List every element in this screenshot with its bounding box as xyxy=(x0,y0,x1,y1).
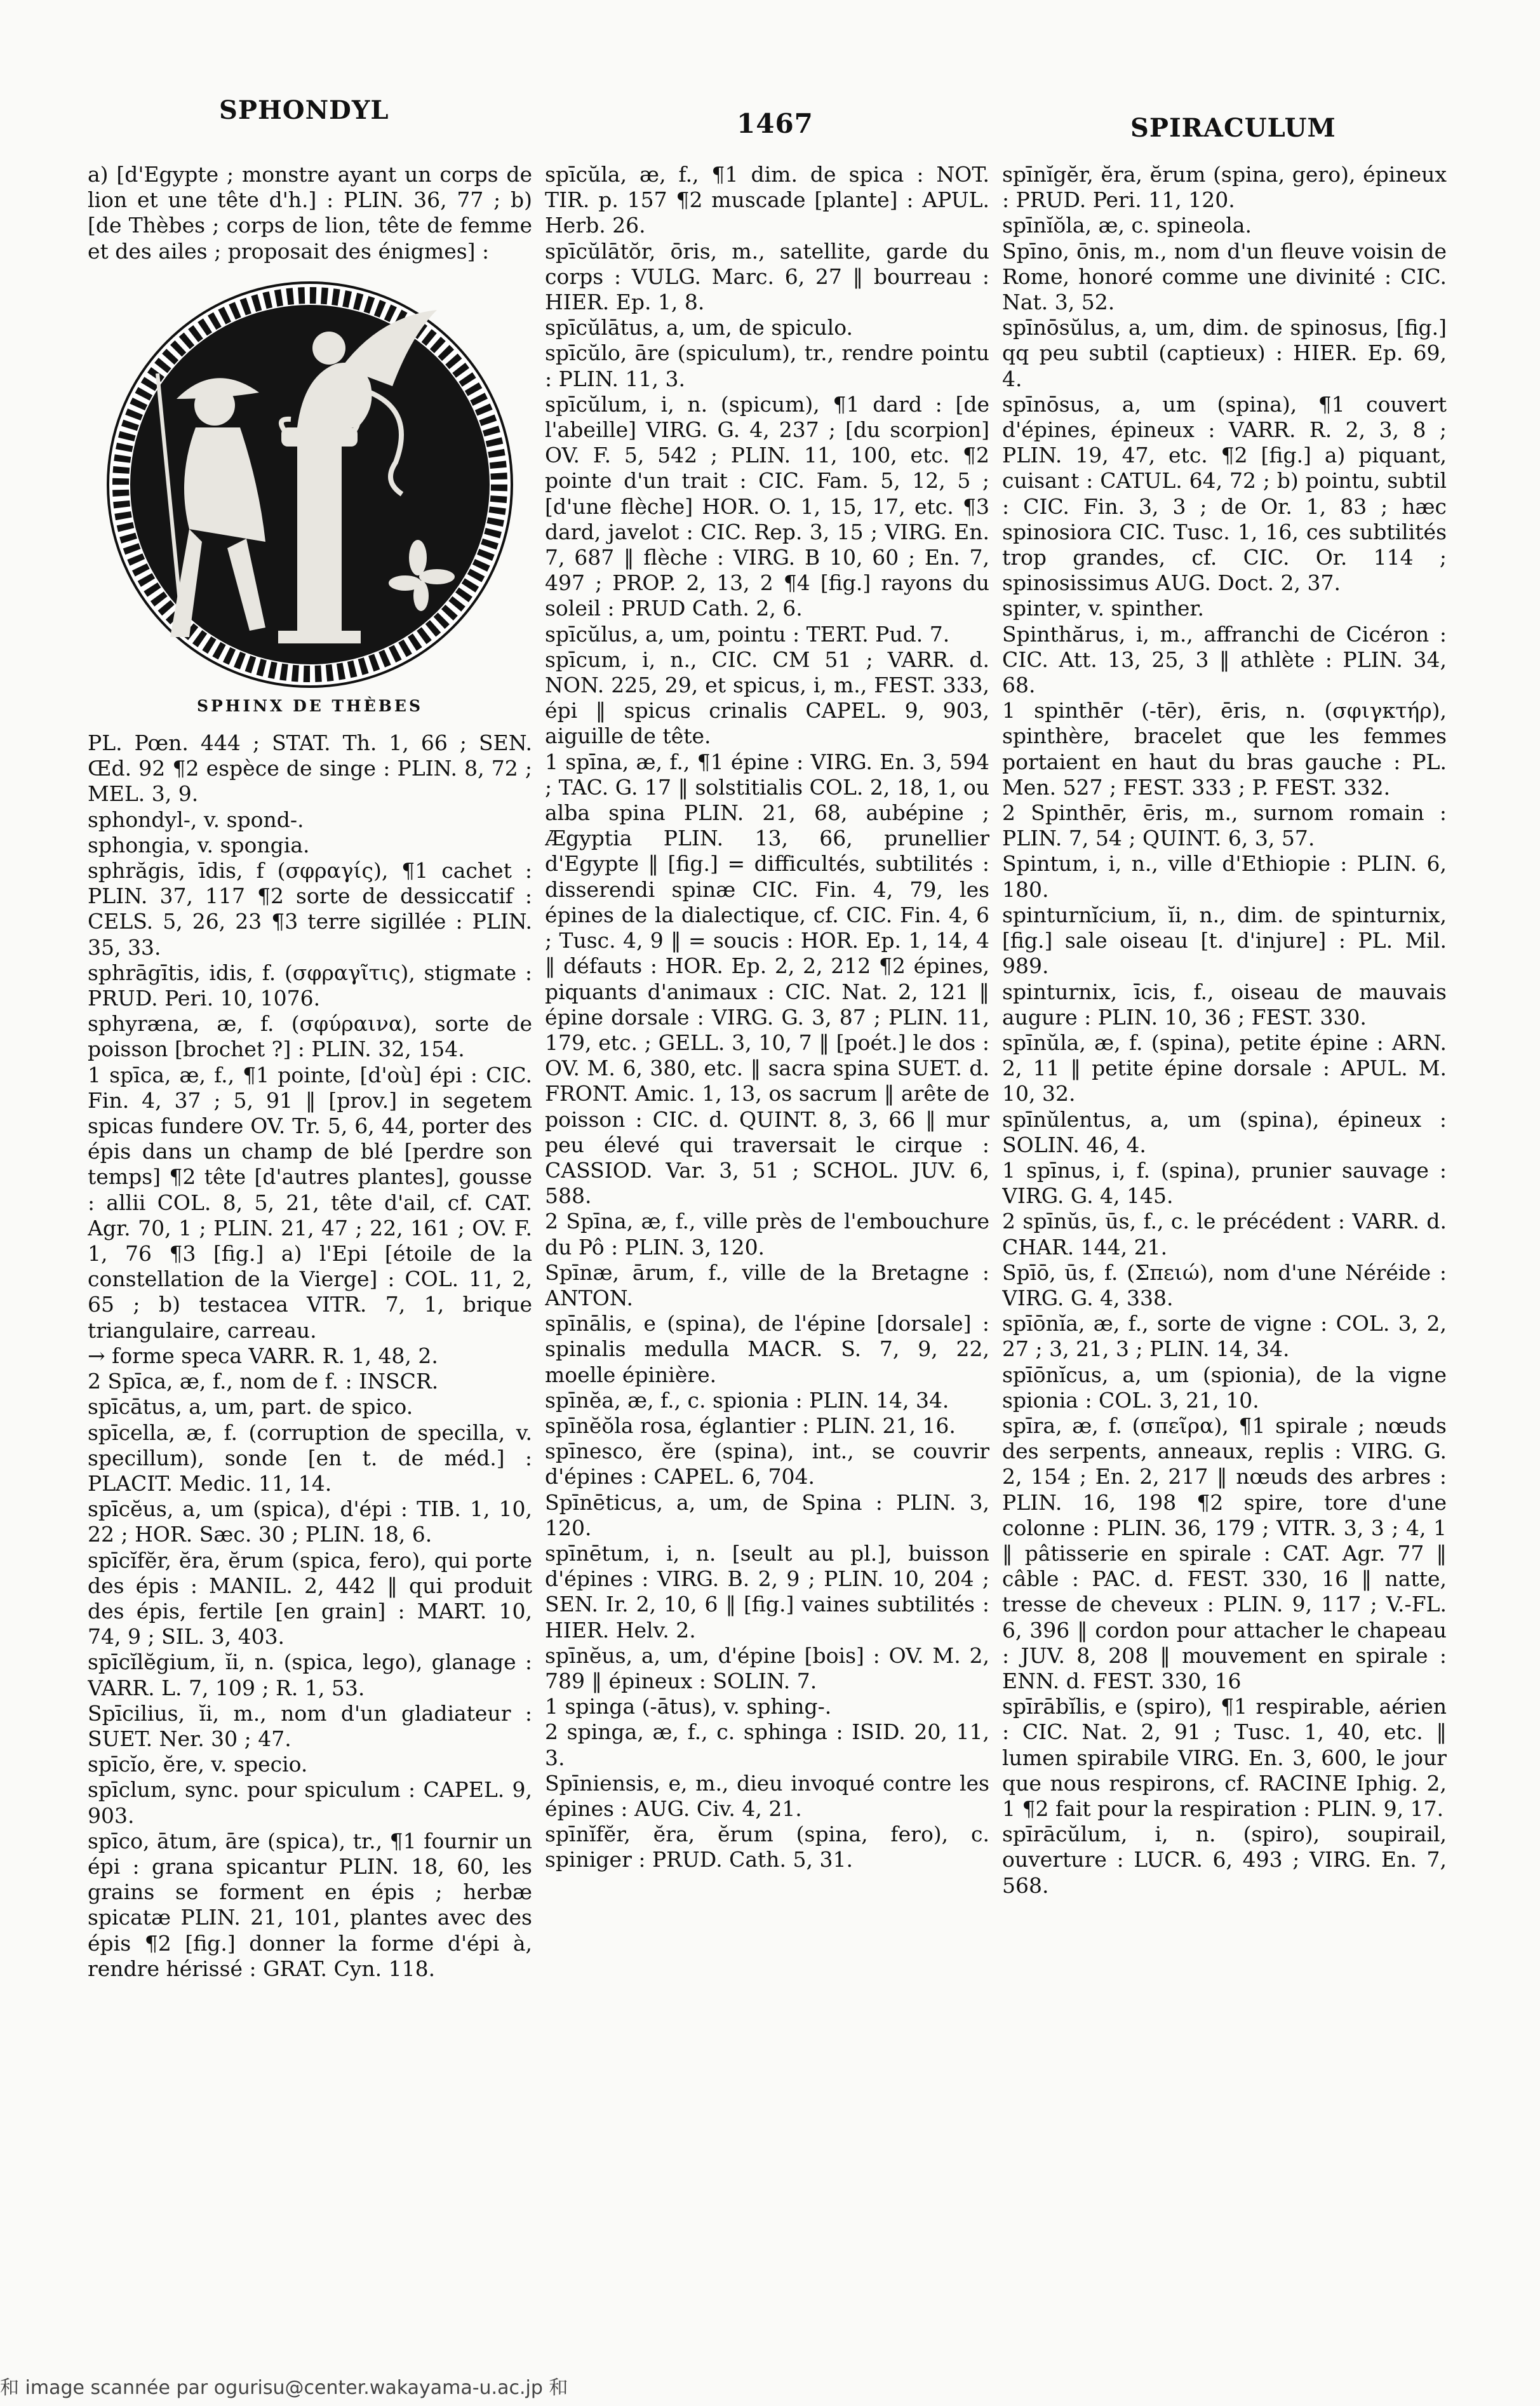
dictionary-entry: 2 Spīna, æ, f., ville près de l'embouchure du Pô : PLIN. 3, 120. xyxy=(545,1209,989,1260)
dictionary-entry: spīcĭlĕgium, ĭi, n. (spica, lego), glanage : VARR. L. 7, 109 ; R. 1, 53. xyxy=(88,1650,532,1700)
dictionary-entry: 1 spīna, æ, f., ¶1 épine : VIRG. En. 3, 594 ; TAC. G. 17 ‖ solstitialis COL. 2, 18, 1, ou alba spina PLIN. 21, 68, aubépine ; Ægyptia PLIN. 13, 66, prunellier d'Egypte ‖ [fig.] = difficultés, subtilités : disserendi spinæ CIC. Fin. 4, 79, les épines de la dialectique, cf. CIC. Fin. 4, 6 ; Tusc. 4, 9 ‖ = soucis : HOR. Ep. 1, 14, 4 ‖ défauts : HOR. Ep. 2, 2, 212 ¶2 épines, piquants d'animaux : CIC. Nat. 2, 121 ‖ épine dorsale : VIRG. G. 3, 87 ; PLIN. 11, 179, etc. ; GELL. 3, 10, 7 ‖ [poét.] le dos : OV. M. 6, 380, etc. ‖ sacra spina SUET. d. FRONT. Amic. 1, 13, os sacrum ‖ arête de poisson : CIC. d. QUINT. 8, 3, 66 ‖ mur peu élevé qui traversait le cirque : CASSIOD. Var. 3, 51 ; SCHOL. JUV. 6, 588. xyxy=(545,749,989,1209)
dictionary-entry: spīnĭfĕr, ĕra, ĕrum (spina, fero), c. spiniger : PRUD. Cath. 5, 31. xyxy=(545,1822,989,1872)
dictionary-entry: 2 Spīca, æ, f., nom de f. : INSCR. xyxy=(88,1369,439,1394)
dictionary-entry: 2 Spinthēr, ēris, m., surnom romain : PLIN. 7, 54 ; QUINT. 6, 3, 57. xyxy=(1002,800,1447,851)
dictionary-entry: spīcella, æ, f. (corruption de specilla, v. specillum), sonde [en t. de méd.] : PLACIT. Medic. 11, 14. xyxy=(88,1420,532,1496)
dictionary-entry: spīcŭlum, i, n. (spicum), ¶1 dard : [de l'abeille] VIRG. G. 4, 237 ; [du scorpion] OV. F. 5, 542 ; PLIN. 11, 100, etc. ¶2 pointe d'un trait : CIC. Fam. 5, 12, 5 ; [d'une flèche] HOR. O. 1, 15, 17, etc. ¶3 dard, javelot : CIC. Rep. 3, 15 ; VIRG. En. 7, 687 ‖ flèche : VIRG. B 10, 60 ; En. 7, 497 ; PROP. 2, 13, 2 ¶4 [fig.] rayons du soleil : PRUD Cath. 2, 6. xyxy=(545,391,989,621)
dictionary-entry: Spīō, ūs, f. (Σπειώ), nom d'une Néréide : VIRG. G. 4, 338. xyxy=(1002,1260,1447,1310)
dictionary-entry: spīnĭgĕr, ĕra, ĕrum (spina, gero), épineux : PRUD. Peri. 11, 120. xyxy=(1002,162,1447,213)
dictionary-entry: sphondyl-, v. spond-. xyxy=(88,807,304,832)
dictionary-entry: Spīniensis, e, m., dieu invoqué contre les épines : AUG. Civ. 4, 21. xyxy=(545,1770,989,1821)
dictionary-entry: 2 spinga, æ, f., c. sphinga : ISID. 20, 11, 3. xyxy=(545,1719,989,1770)
dictionary-entry: spīrābĭlis, e (spiro), ¶1 respirable, aérien : CIC. Nat. 2, 91 ; Tusc. 1, 40, etc. ‖ lumen spirabile VIRG. En. 3, 600, le jour que nous respirons, cf. RACINE Iphig. 2, 1 ¶2 fait pour la respiration : PLIN. 9, 17. xyxy=(1002,1694,1447,1821)
dictionary-entry: 2 spīnŭs, ūs, f., c. le précédent : VARR. d. CHAR. 144, 21. xyxy=(1002,1209,1447,1260)
dictionary-entry: 1 spinthēr (-tēr), ēris, n. (σφιγκτήρ), spinthère, bracelet que les femmes portaient en haut du bras gauche : PL. Men. 527 ; FEST. 333 ; P. FEST. 332. xyxy=(1002,698,1447,800)
dictionary-entry: spīnōsŭlus, a, um, dim. de spinosus, [fig.] qq peu subtil (captieux) : HIER. Ep. 69, 4. xyxy=(1002,315,1447,391)
dictionary-entry: spīnĕus, a, um, d'épine [bois] : OV. M. 2, 789 ‖ épineux : SOLIN. 7. xyxy=(545,1643,989,1693)
dictionary-entry: sphrāgītis, idis, f. (σφραγῖτις), stigmate : PRUD. Peri. 10, 1076. xyxy=(88,960,532,1011)
dictionary-entry: sphrăgis, īdis, f (σφραγίς), ¶1 cachet : PLIN. 37, 117 ¶2 sorte de dessiccatif : CELS. 5, 26, 23 ¶3 terre sigillée : PLIN. 35, 33. xyxy=(88,858,532,960)
column-3 xyxy=(1002,162,1447,1899)
dictionary-entry: spīcŭlātŏr, ōris, m., satellite, garde du corps : VULG. Marc. 6, 27 ‖ bourreau : HIER. Ep. 1, 8. xyxy=(545,238,989,315)
dictionary-entry: spīnētum, i, n. [seult au pl.], buisson d'épines : VIRG. B. 2, 9 ; PLIN. 10, 204 ; SEN. Ir. 2, 10, 6 ‖ [fig.] vaines subtilités : HIER. Helv. 2. xyxy=(545,1540,989,1643)
dictionary-entry: Spīnēticus, a, um, de Spina : PLIN. 3, 120. xyxy=(545,1489,989,1540)
header-right-guideword: SPIRACULUM xyxy=(1130,113,1336,143)
dictionary-entry: spīnōsus, a, um (spina), ¶1 couvert d'épines, épineux : VARR. R. 2, 3, 8 ; PLIN. 19, 47, etc. ¶2 [fig.] a) piquant, cuisant : CATUL. 64, 72 ; b) pointu, subtil : CIC. Fin. 3, 3 ; de Or. 1, 83 ; hæc spinosiora CIC. Tusc. 1, 16, ces subtilités trop grandes, cf. CIC. Or. 114 ; spinosissimus AUG. Doct. 2, 37. xyxy=(1002,391,1447,596)
dictionary-entry: spīōnĭa, æ, f., sorte de vigne : COL. 3, 2, 27 ; 3, 21, 3 ; PLIN. 14, 34. xyxy=(1002,1311,1447,1362)
dictionary-entry: Spinthărus, i, m., affranchi de Cicéron : CIC. Att. 13, 25, 3 ‖ athlète : PLIN. 34, 68. xyxy=(1002,621,1447,698)
dictionary-entry: Spīno, ōnis, m., nom d'un fleuve voisin de Rome, honoré comme une divinité : CIC. Nat. 3, 52. xyxy=(1002,238,1447,315)
dictionary-entry: spinturnix, īcis, f., oiseau de mauvais augure : PLIN. 10, 36 ; FEST. 330. xyxy=(1002,979,1447,1030)
dictionary-entry: spinturnĭcium, ĭi, n., dim. de spinturnix, [fig.] sale oiseau [t. d'injure] : PL. Mil. 989. xyxy=(1002,902,1447,979)
dictionary-entry: → forme speca VARR. R. 1, 48, 2. xyxy=(88,1343,438,1368)
dictionary-entry: spīcŭla, æ, f., ¶1 dim. de spica : NOT. TIR. p. 157 ¶2 muscade [plante] : APUL. Herb. 26. xyxy=(545,162,989,238)
dictionary-entry: spīclum, sync. pour spiculum : CAPEL. 9, 903. xyxy=(88,1777,532,1828)
page-number: 1467 xyxy=(737,108,814,139)
dictionary-entry: spinter, v. spinther. xyxy=(1002,596,1205,621)
dictionary-entry: 1 spinga (-ātus), v. sphing-. xyxy=(545,1694,832,1719)
dictionary-entry: Spīcilius, ĭi, m., nom d'un gladiateur : SUET. Ner. 30 ; 47. xyxy=(88,1700,532,1751)
page-header xyxy=(0,95,1540,146)
scan-credit-footer: 和 image scannée par ogurisu@center.wakayama-u.ac.jp 和 xyxy=(0,2377,568,2399)
dictionary-entry: PL. Pœn. 444 ; STAT. Th. 1, 66 ; SEN. Œd. 92 ¶2 espèce de singe : PLIN. 8, 72 ; MEL. 3, 9. xyxy=(88,730,532,807)
dictionary-entry: spīrācŭlum, i, n. (spiro), soupirail, ouverture : LUCR. 6, 493 ; VIRG. En. 7, 568. xyxy=(1002,1822,1447,1898)
dictionary-entry: spīnĕŏla rosa, églantier : PLIN. 21, 16. xyxy=(545,1413,956,1438)
column-2 xyxy=(545,162,989,1873)
dictionary-entry: spīra, æ, f. (σπεῖρα), ¶1 spirale ; nœuds des serpents, anneaux, replis : VIRG. G. 2, 154 ; En. 2, 217 ‖ nœuds des arbres : PLIN. 16, 198 ¶2 spire, tore d'une colonne : PLIN. 36, 179 ; VITR. 3, 3 ; 4, 1 ‖ pâtisserie en spirale : CAT. Agr. 77 ‖ câble : PAC. d. FEST. 330, 16 ‖ natte, tresse de cheveux : PLIN. 9, 117 ; V.-FL. 6, 396 ‖ cordon pour attacher le chapeau : JUV. 8, 208 ‖ mouvement en spirale : ENN. d. FEST. 330, 16 xyxy=(1002,1413,1447,1693)
sphinx-illustration xyxy=(88,278,532,691)
dictionary-entry: sphyræna, æ, f. (σφύραινα), sorte de poisson [brochet ?] : PLIN. 32, 154. xyxy=(88,1011,532,1062)
dictionary-entry: a) [d'Egypte ; monstre ayant un corps de lion et une tête d'h.] : PLIN. 36, 77 ; b) [de Thèbes ; corps de lion, tête de femme et des ailes ; proposait des énigmes] : xyxy=(88,162,532,264)
dictionary-entry: spīnĕa, æ, f., c. spionia : PLIN. 14, 34. xyxy=(545,1387,949,1413)
header-left-guideword: SPHONDYL xyxy=(219,95,389,125)
column-1 xyxy=(88,162,532,1982)
dictionary-entry: spīcĕus, a, um (spica), d'épi : TIB. 1, 10, 22 ; HOR. Sæc. 30 ; PLIN. 18, 6. xyxy=(88,1496,532,1547)
dictionary-entry: spīcum, i, n., CIC. CM 51 ; VARR. d. NON. 225, 29, et spicus, i, m., FEST. 333, épi ‖ spicus crinalis CAPEL. 9, 903, aiguille de tête. xyxy=(545,647,989,749)
dictionary-entry: spīcĭo, ĕre, v. specio. xyxy=(88,1752,308,1777)
dictionary-entry: sphongia, v. spongia. xyxy=(88,832,310,857)
dictionary-entry: spīcŭlātus, a, um, de spiculo. xyxy=(545,315,854,340)
dictionary-entry: spīcŭlus, a, um, pointu : TERT. Pud. 7. xyxy=(545,621,950,647)
figure-caption: SPHINX DE THÈBES xyxy=(196,696,424,715)
dictionary-entry: spīnŭla, æ, f. (spina), petite épine : ARN. 2, 11 ‖ petite épine dorsale : APUL. M. 10, 32. xyxy=(1002,1030,1447,1106)
dictionary-entry: 1 spīnus, i, f. (spina), prunier sauvage : VIRG. G. 4, 145. xyxy=(1002,1157,1447,1209)
dictionary-entry: spīcātus, a, um, part. de spico. xyxy=(88,1394,413,1420)
dictionary-entry: spīcĭfĕr, ĕra, ĕrum (spica, fero), qui porte des épis : MANIL. 2, 442 ‖ qui produit des épis, fertile [en grain] : MART. 10, 74, 9 ; SIL. 3, 403. xyxy=(88,1547,532,1650)
sphinx-plate-image xyxy=(88,278,532,691)
dictionary-entry: spīco, ātum, āre (spica), tr., ¶1 fournir un épi : grana spicantur PLIN. 18, 60, les grains se forment en épis ; herbæ spicatæ PLIN. 21, 101, plantes avec des épis ¶2 [fig.] donner la forme d'épi à, rendre hérissé : GRAT. Cyn. 118. xyxy=(88,1828,532,1981)
dictionary-entry: Spīnæ, ārum, f., ville de la Bretagne : ANTON. xyxy=(545,1260,989,1310)
dictionary-entry: spīnŭlentus, a, um (spina), épineux : SOLIN. 46, 4. xyxy=(1002,1106,1447,1157)
dictionary-entry: spīōnĭcus, a, um (spionia), de la vigne spionia : COL. 3, 21, 10. xyxy=(1002,1362,1447,1413)
dictionary-entry: spīnesco, ĕre (spina), int., se couvrir d'épines : CAPEL. 6, 704. xyxy=(545,1439,989,1489)
dictionary-entry: spīcŭlo, āre (spiculum), tr., rendre pointu : PLIN. 11, 3. xyxy=(545,340,989,391)
dictionary-entry: 1 spīca, æ, f., ¶1 pointe, [d'où] épi : CIC. Fin. 4, 37 ; 5, 91 ‖ [prov.] in segetem spicas fundere OV. Tr. 5, 6, 44, porter des épis dans un champ de blé [perdre son temps] ¶2 tête [d'autres plantes], gousse : allii COL. 8, 5, 21, tête d'ail, cf. CAT. Agr. 70, 1 ; PLIN. 21, 47 ; 22, 161 ; OV. F. 1, 76 ¶3 [fig.] a) l'Epi [étoile de la constellation de la Vierge] : COL. 11, 2, 65 ; b) testacea VITR. 7, 1, brique triangulaire, carreau. xyxy=(88,1062,532,1343)
dictionary-entry: Spintum, i, n., ville d'Ethiopie : PLIN. 6, 180. xyxy=(1002,851,1447,902)
dictionary-entry: spīnĭŏla, æ, c. spineola. xyxy=(1002,213,1252,238)
dictionary-entry: spīnālis, e (spina), de l'épine [dorsale] : spinalis medulla MACR. S. 7, 9, 22, moelle épinière. xyxy=(545,1311,989,1387)
